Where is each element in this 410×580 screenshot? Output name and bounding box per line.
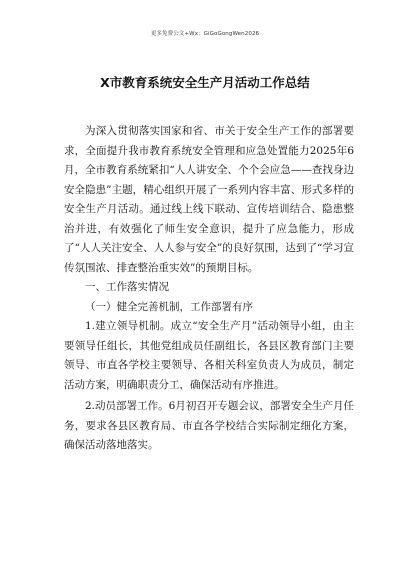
item-paragraph-2: 2.动员部署工作。6月初召开专题会议，部署安全生产月任务，要求各县区教育局、市直各学校结合实际制定细化方案，确保活动落地落实。 (64, 400, 354, 451)
item-paragraph-1: 1.建立领导机制。成立“安全生产月”活动领导小组，由主要领导任组长，其他党组成员任副组长，各县区教育部门主要领导、市直各学校主要领导、各相关科室负责人为成员，制定活动方案，明确职责分工，确保活动有序推进。 (64, 320, 354, 391)
section-heading: 一、工作落实情况 (85, 281, 169, 293)
intro-paragraph: 为深入贯彻落实国家和省、市关于安全生产工作的部署要求，全面提升我市教育系统安全管理和应急处置能力2025年6月，全市教育系统紧扣“人人讲安全、个个会应急——查找身边安全隐患”主题，精心组织开展了一系列内容丰富、形式多样的安全生产月活动。通过线上线下联动、宣传培训结合、隐患整治并进，有效强化了师生安全意识，提升了应急能力，形成了“人人关注安全、人人参与安全”的良好氛围，达到了“学习宣传氛围浓、排查整治重实效”的预期目标。 (64, 125, 354, 274)
document-body (64, 122, 354, 456)
document-title: X市教育系统安全生产月活动工作总结 (100, 75, 310, 90)
subsection-heading: （一）健全完善机制，工作部署有序 (85, 300, 253, 313)
header-note: 更多免费公文+Wx：GiGoGongWen2026 (150, 31, 260, 37)
